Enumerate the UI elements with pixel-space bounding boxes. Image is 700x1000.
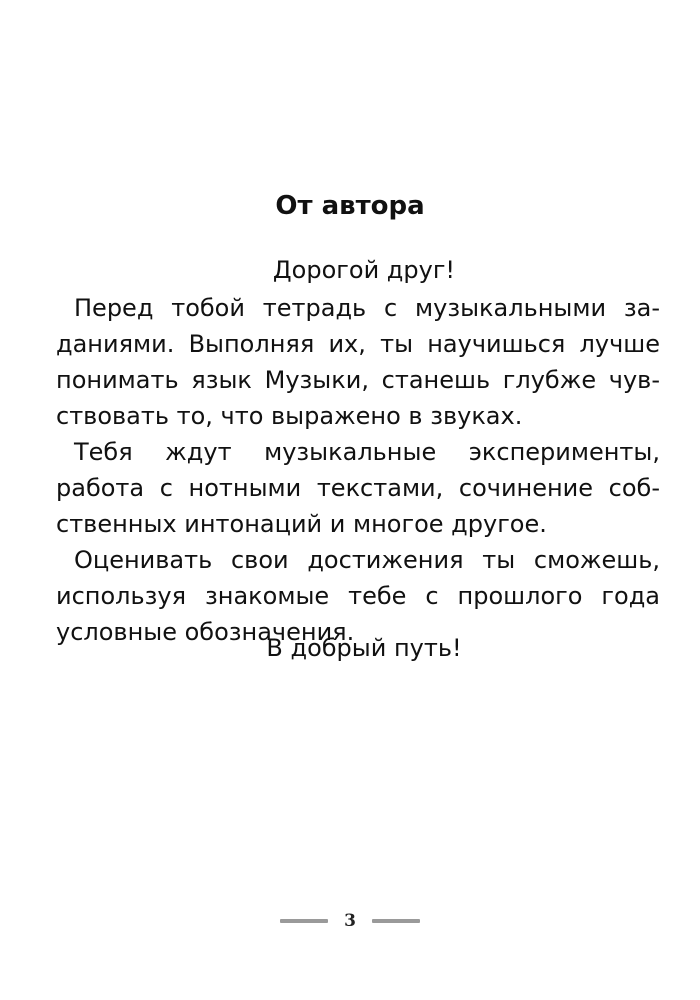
- page-footer: [0, 908, 700, 934]
- paragraph-3-line-2: используя знакомые тебе с прошлого года: [56, 582, 660, 610]
- paragraph-1-line-4: ствовать то, что выражено в звуках.: [56, 402, 523, 430]
- footer-rule-left: [280, 919, 328, 923]
- paragraph-2-line-3: ственных интонаций и многое другое.: [56, 510, 547, 538]
- farewell: В добрый путь!: [266, 634, 462, 662]
- greeting: Дорогой друг!: [272, 256, 456, 284]
- paragraph-3-line-1: Оценивать свои достижения ты сможешь,: [74, 546, 660, 574]
- page-number: 3: [344, 911, 356, 931]
- paragraph-1-line-2: даниями. Выполняя их, ты научишься лучше: [56, 330, 660, 358]
- paragraph-2-line-1: Тебя ждут музыкальные эксперименты,: [74, 438, 660, 466]
- paragraph-1-line-3: понимать язык Музыки, станешь глубже чув-: [56, 366, 660, 394]
- paragraph-1-line-1: Перед тобой тетрадь с музыкальными за-: [74, 294, 660, 322]
- paragraph-2-line-2: работа с нотными текстами, сочинение соб-: [56, 474, 660, 502]
- paragraph-3-line-3: условные обозначения.: [56, 618, 355, 646]
- body-text: [56, 290, 660, 650]
- page-title: От автора: [275, 191, 425, 221]
- footer-rule-right: [372, 919, 420, 923]
